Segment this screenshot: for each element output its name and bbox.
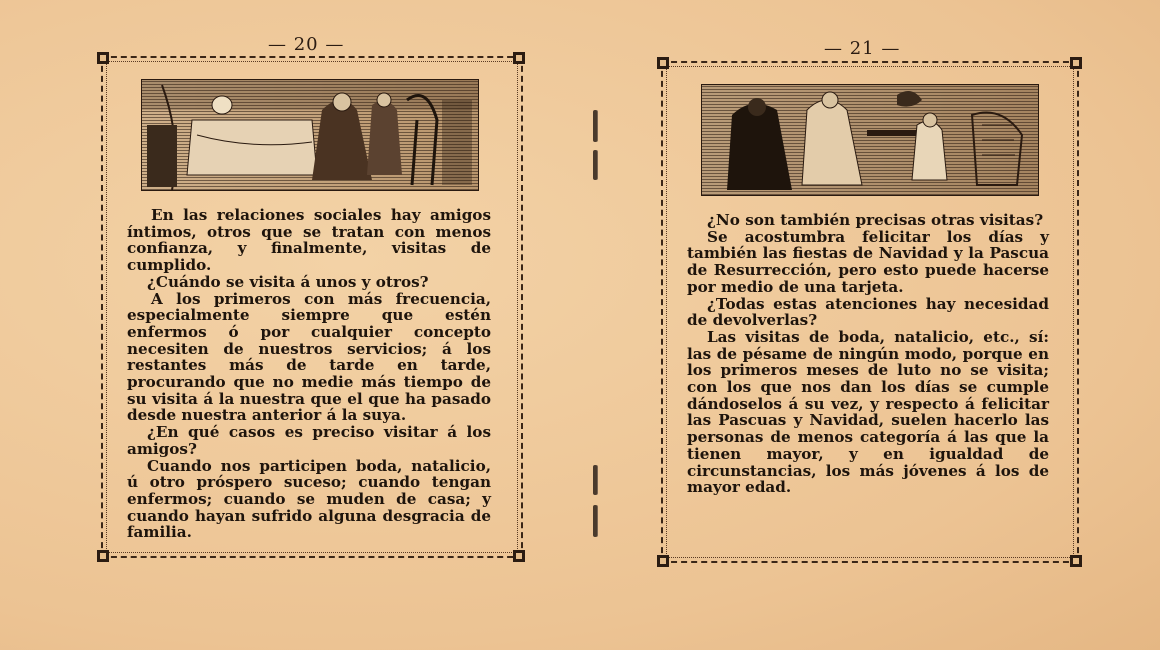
illustration-sickroom	[141, 79, 479, 191]
frame-corner	[513, 52, 525, 64]
paragraph: En las relaciones sociales hay amigos íntimos, otros que se tratan con menos confianza, y finalmente, visitas de cumplido.	[127, 206, 491, 275]
frame-corner	[513, 550, 525, 562]
frame-corner	[657, 555, 669, 567]
binding-staple	[593, 465, 597, 495]
paragraph: Cuando nos participen boda, natalicio, ú otro próspero suceso; cuando tengan enfermos; cuando se muden de casa; y cuando hayan sufrido alguna desgracia de familia.	[127, 456, 491, 542]
paragraph: ¿No son también precisas otras visitas?	[707, 211, 1044, 229]
page-number-right: — 21 —	[824, 38, 901, 59]
text-block-right	[687, 212, 1049, 496]
paragraph: A los primeros con más frecuencia, especialmente siempre que estén enfermos ó por cualquier concepto necesiten de nuestros servicios; á los restantes más de tarde en tarde, procurando que no medie más tiempo de su visita á la nuestra que el que ha pasado desde nuestra anterior á la suya.	[127, 289, 491, 425]
paragraph: Las visitas de boda, natalicio, etc., sí: las de pésame de ningún modo, porque en los primeros meses de luto no se visita; con los que nos dan los días se cumple dándoselos á su vez, y respecto á felicitar las Pascuas y Navidad, suelen hacerlo las personas de menos categoría á las que la tienen mayor, y en igualdad de circunstancias, los más jóvenes á los de mayor edad.	[687, 327, 1049, 497]
frame-corner	[1070, 555, 1082, 567]
binding-staple	[593, 110, 597, 142]
frame-corner	[1070, 57, 1082, 69]
frame-corner	[657, 57, 669, 69]
binding-staple	[593, 505, 597, 537]
frame-corner	[97, 52, 109, 64]
paragraph: ¿En qué casos es preciso visitar á los amigos?	[127, 423, 491, 458]
paragraph: Se acostumbra felicitar los días y también las fiestas de Navidad y la Pascua de Resurrección, pero esto puede hacerse por medio de una tarjeta.	[687, 227, 1049, 296]
paragraph: ¿Cuándo se visita á unos y otros?	[147, 272, 429, 291]
engraving-sickroom-drawing	[142, 80, 478, 190]
engraving-parlor-drawing	[702, 85, 1038, 195]
text-block-left	[127, 207, 491, 541]
page-number-left: — 20 —	[268, 34, 345, 55]
frame-corner	[97, 550, 109, 562]
illustration-parlor	[701, 84, 1039, 196]
binding-staple	[593, 150, 597, 180]
paragraph: ¿Todas estas atenciones hay necesidad de devolverlas?	[687, 294, 1049, 330]
